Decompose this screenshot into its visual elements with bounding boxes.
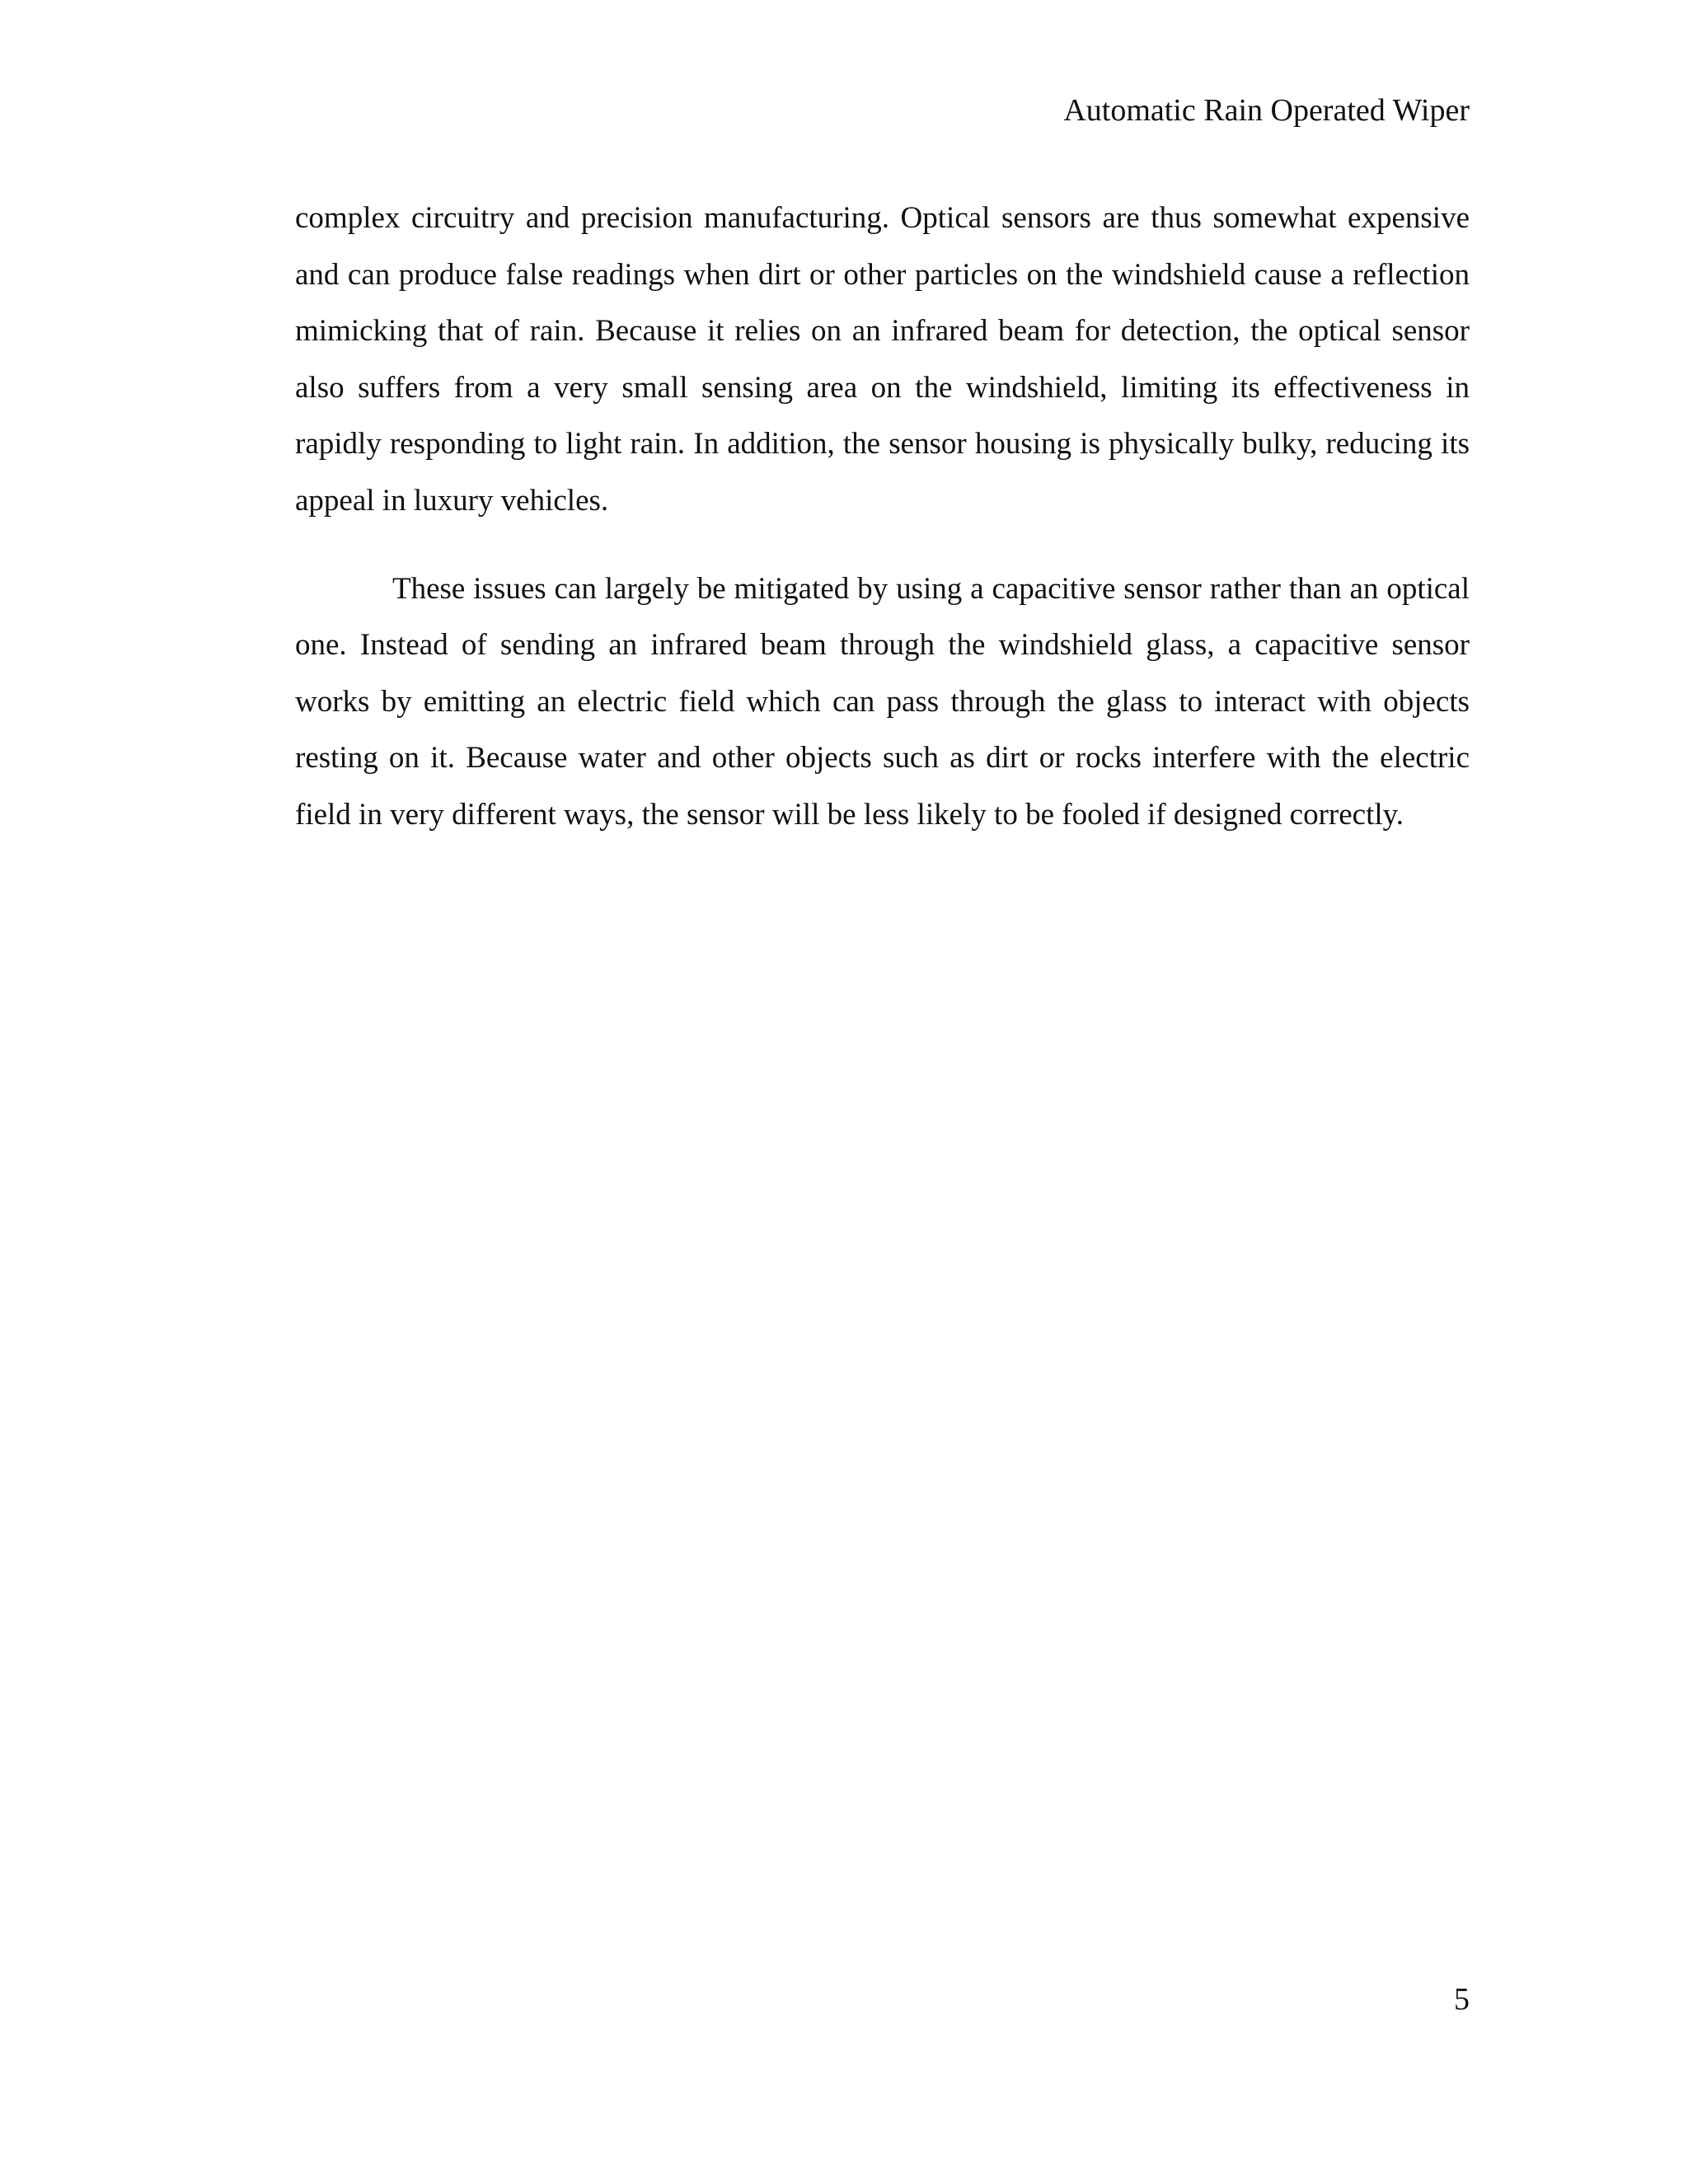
paragraph-continued: complex circuitry and precision manufacturing. Optical sensors are thus somewhat expensive and can produce false readings when dirt or other particles on the windshield cause a reflection mimicking that of rain. Because it relies on an infrared beam for detection, the optical sensor also suffers from a very small sensing area on the windshield, limiting its effectiveness in rapidly responding to light rain. In addition, the sensor housing is physically bulky, reducing its appeal in luxury vehicles.	[295, 201, 1470, 518]
body-text	[295, 190, 1470, 844]
running-header: Automatic Rain Operated Wiper	[1063, 93, 1470, 128]
paragraph-capacitive-sensor: These issues can largely be mitigated by using a capacitive sensor rather than an optical one. Instead of sending an infrared beam through the windshield glass, a capacitive sensor works by emitting an electric field which can pass through the glass to interact with objects resting on it. Because water and other objects such as dirt or rocks interfere with the electric field in very different ways, the sensor will be less likely to be fooled if designed correctly.	[295, 571, 1470, 832]
page-number: 5	[1454, 1982, 1470, 2017]
